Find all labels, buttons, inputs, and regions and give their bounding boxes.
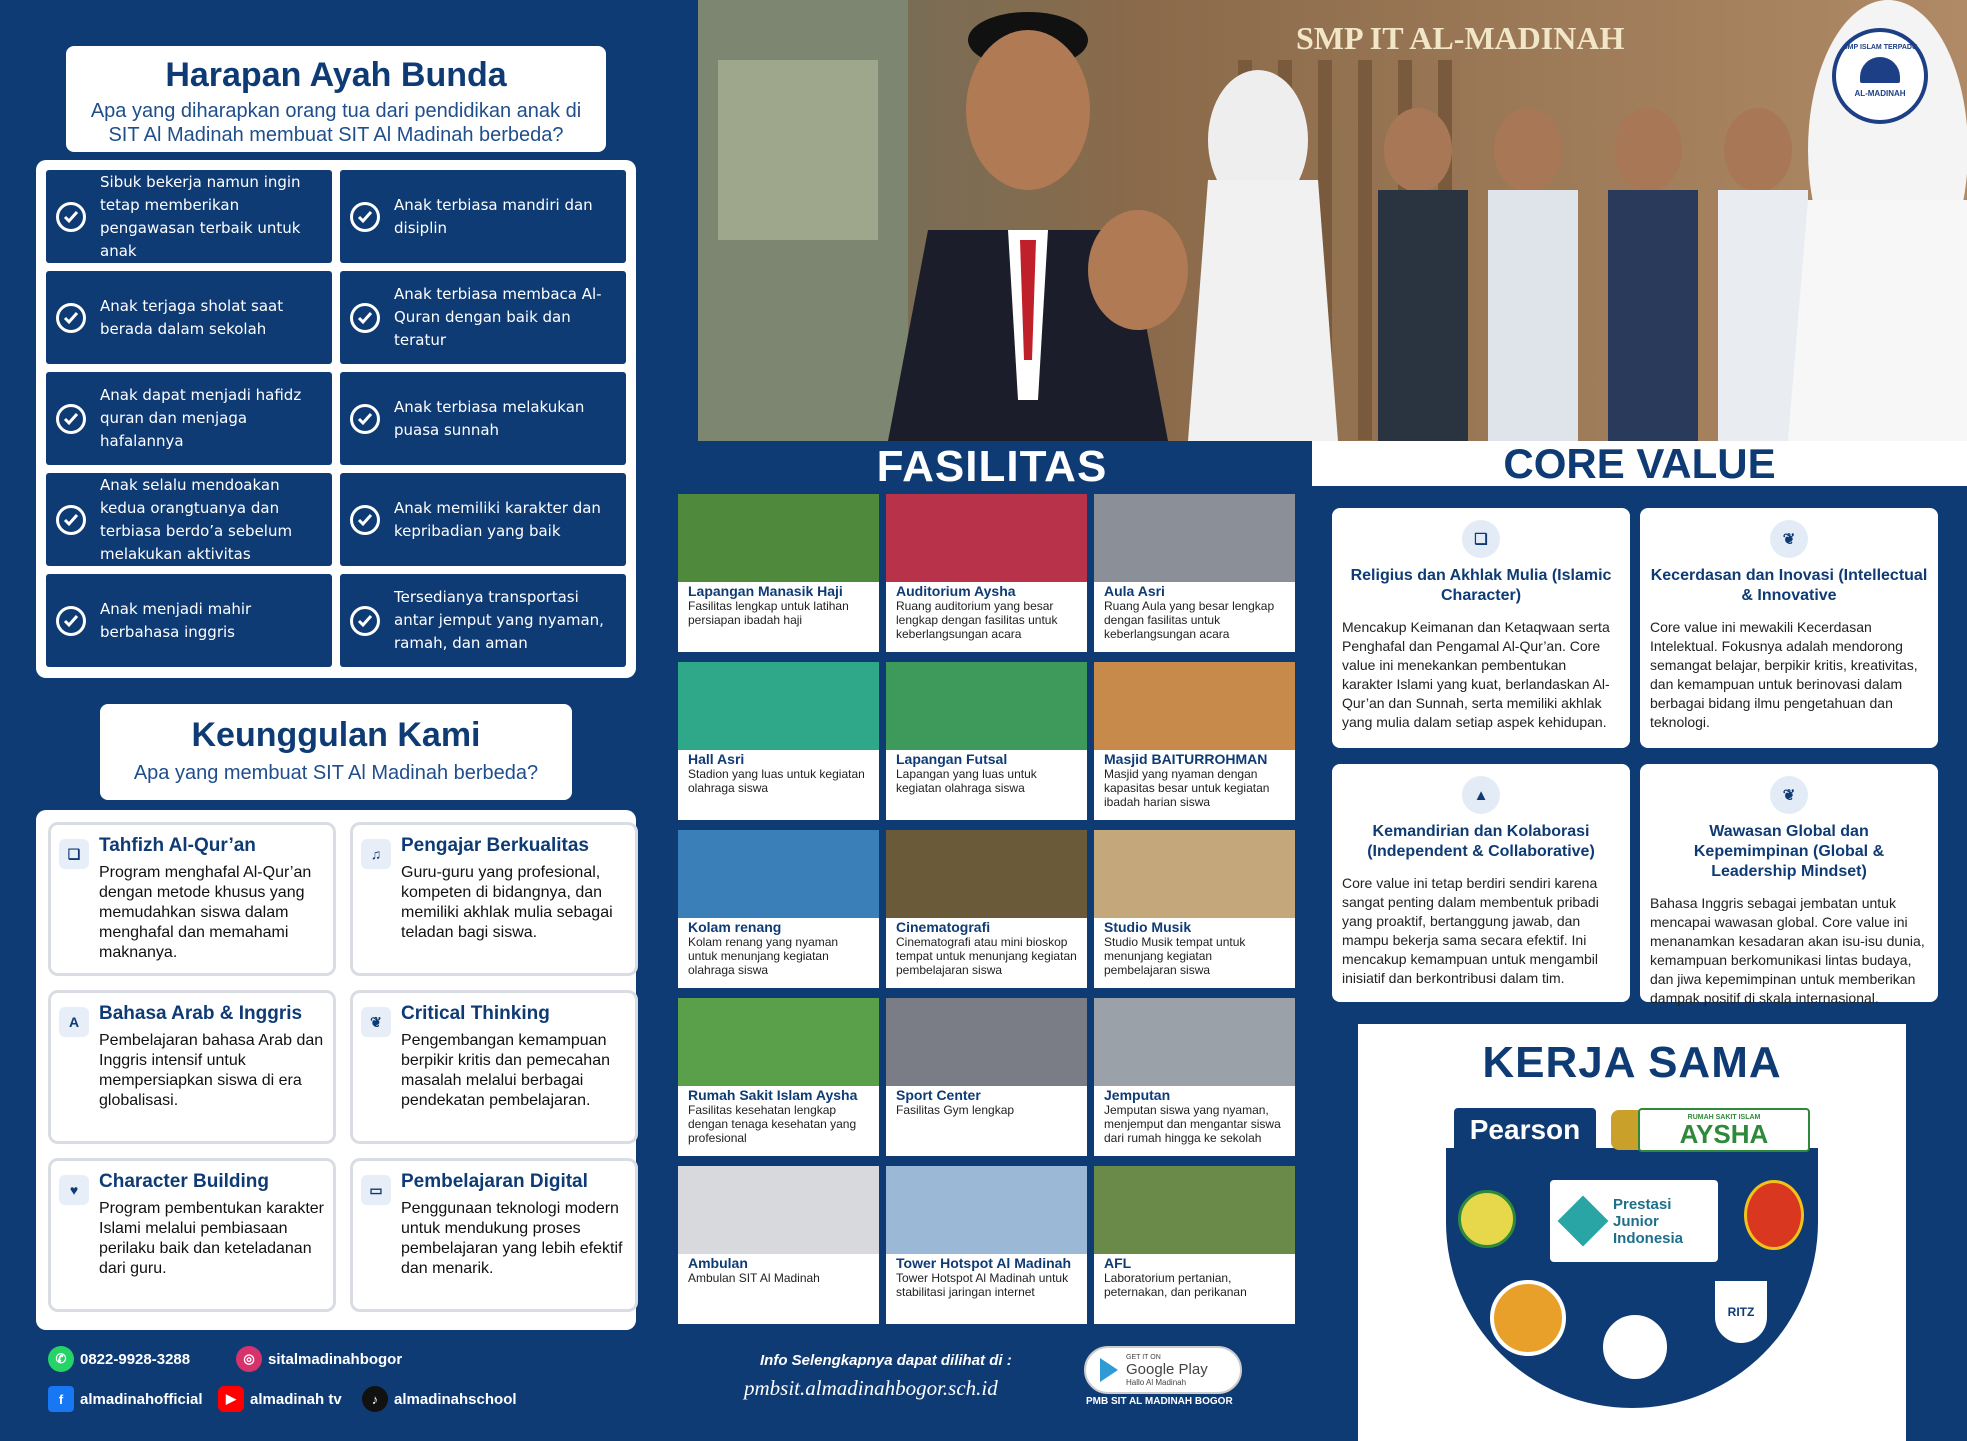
facility-photo bbox=[886, 1166, 1087, 1254]
facility-card bbox=[886, 1166, 1087, 1324]
kerja-sama-title: KERJA SAMA bbox=[1482, 1038, 1782, 1087]
keunggulan-card-title: Character Building bbox=[99, 1171, 269, 1192]
youtube-icon: ▶ bbox=[218, 1386, 244, 1412]
instagram-icon: ◎ bbox=[236, 1346, 262, 1372]
facility-photo bbox=[678, 662, 879, 750]
facility-desc: Fasilitas Gym lengkap bbox=[896, 1103, 1015, 1117]
keunggulan-subtitle: Apa yang membuat SIT Al Madinah berbeda? bbox=[133, 762, 539, 784]
harapan-subtitle: Apa yang diharapkan orang tua dari pendidikan anak di SIT Al Madinah membuat SIT Al Madinah berbeda? bbox=[90, 100, 582, 146]
graduation-cap-icon: ▲ bbox=[1462, 776, 1500, 814]
facility-title: Hall Asri bbox=[688, 751, 745, 767]
facility-title: Jemputan bbox=[1104, 1087, 1171, 1103]
harapan-item bbox=[340, 271, 626, 364]
facility-card bbox=[886, 662, 1087, 820]
keunggulan-card bbox=[48, 1158, 336, 1312]
check-icon bbox=[350, 404, 380, 434]
facility-title: Lapangan Manasik Haji bbox=[688, 583, 843, 599]
core-value-title-text: Kemandirian dan Kolaborasi (Independent & Collaborative) bbox=[1367, 823, 1595, 860]
aysha-text: AYSHA bbox=[1679, 1118, 1769, 1149]
harapan-item bbox=[46, 473, 332, 566]
check-icon bbox=[56, 404, 86, 434]
hero-photo-illustration bbox=[698, 0, 1967, 441]
partner-seal-2 bbox=[1744, 1180, 1804, 1250]
facility-photo bbox=[678, 830, 879, 918]
facility-title: AFL bbox=[1104, 1255, 1132, 1271]
keunggulan-card-desc: Penggunaan teknologi modern untuk mendukung proses pembelajaran yang lebih efektif dan menarik. bbox=[401, 1200, 623, 1277]
badge-top-text: SMP ISLAM TERPADU bbox=[1842, 44, 1918, 51]
harapan-item bbox=[46, 372, 332, 465]
harapan-item bbox=[340, 170, 626, 263]
keunggulan-title-card bbox=[100, 704, 572, 800]
facility-desc: Fasilitas kesehatan lengkap dengan tenaga kesehatan yang profesional bbox=[688, 1103, 857, 1145]
core-value-banner bbox=[1312, 441, 1967, 486]
google-play-small: GET IT ON bbox=[1126, 1353, 1161, 1361]
facility-desc: Laboratorium pertanian, peternakan, dan perikanan bbox=[1104, 1271, 1247, 1299]
heart-icon: ♥ bbox=[59, 1175, 89, 1205]
facility-desc: Ambulan SIT Al Madinah bbox=[688, 1271, 820, 1285]
check-icon bbox=[350, 202, 380, 232]
quran-icon: ❏ bbox=[1462, 520, 1500, 558]
facility-card bbox=[1094, 662, 1295, 820]
partner-seal-3 bbox=[1490, 1280, 1566, 1356]
keunggulan-panel bbox=[36, 810, 636, 1330]
facility-photo bbox=[678, 1166, 879, 1254]
core-value-desc: Core value ini mewakili Kecerdasan Intelektual. Fokusnya adalah mendorong semangat belajar, berpikir kritis, kreativitas, dan kemampuan untuk berinovasi dalam berbagai bidang ilmu pengetahuan dan teknologi. bbox=[1650, 619, 1918, 730]
facility-card bbox=[1094, 998, 1295, 1156]
aysha-logo bbox=[1638, 1108, 1810, 1152]
aysha-small-text: RUMAH SAKIT ISLAM bbox=[1687, 1113, 1761, 1121]
check-icon bbox=[56, 606, 86, 636]
facility-photo bbox=[678, 998, 879, 1086]
facility-photo bbox=[1094, 662, 1295, 750]
facility-card bbox=[678, 1166, 879, 1324]
facility-title: Masjid BAITURROHMAN bbox=[1104, 751, 1268, 767]
check-icon bbox=[56, 202, 86, 232]
tiktok-contact[interactable] bbox=[362, 1386, 517, 1412]
harapan-item bbox=[340, 372, 626, 465]
core-value-title-text: Kecerdasan dan Inovasi (Intellectual & Innovative bbox=[1650, 567, 1928, 604]
facility-title: Auditorium Aysha bbox=[896, 583, 1016, 599]
harapan-item-text: Tersedianya transportasi antar jemput yang nyaman, ramah, dan aman bbox=[394, 588, 604, 652]
facility-photo bbox=[1094, 1166, 1295, 1254]
harapan-item-text: Anak selalu mendoakan kedua orangtuanya dan terbiasa berdo’a sebelum melakukan aktivitas bbox=[100, 475, 293, 563]
pji-text: Prestasi Junior Indonesia bbox=[1613, 1195, 1684, 1247]
hero-photo bbox=[698, 0, 1967, 441]
keunggulan-card bbox=[48, 822, 336, 976]
facility-card bbox=[678, 662, 879, 820]
facility-title: Aula Asri bbox=[1104, 583, 1165, 599]
facility-photo bbox=[886, 830, 1087, 918]
harapan-item bbox=[46, 271, 332, 364]
facebook-contact[interactable] bbox=[48, 1386, 203, 1412]
ritz-logo bbox=[1712, 1278, 1770, 1346]
core-value-card bbox=[1640, 764, 1938, 1006]
harapan-item-text: Anak menjadi mahir berbahasa inggris bbox=[100, 599, 252, 641]
check-icon bbox=[350, 303, 380, 333]
harapan-item-text: Anak terbiasa membaca Al-Quran dengan baik dan teratur bbox=[394, 285, 602, 349]
facility-photo bbox=[886, 494, 1087, 582]
keunggulan-card-desc: Pengembangan kemampuan berpikir kritis dan pemecahan masalah melalui berbagai pendekatan pembelajaran. bbox=[401, 1032, 610, 1109]
partner-seal-4 bbox=[1600, 1312, 1670, 1382]
facility-desc: Masjid yang nyaman dengan kapasitas besar untuk kegiatan ibadah harian siswa bbox=[1104, 767, 1270, 809]
pji-icon bbox=[1558, 1196, 1609, 1247]
keunggulan-card-title: Pembelajaran Digital bbox=[401, 1171, 588, 1192]
keunggulan-card bbox=[350, 822, 638, 976]
harapan-item-text: Anak terjaga sholat saat berada dalam sekolah bbox=[100, 296, 284, 338]
facility-desc: Jemputan siswa yang nyaman, menjemput dan mengantar siswa dari rumah hingga ke sekolah bbox=[1104, 1103, 1281, 1145]
youtube-handle: almadinah tv bbox=[250, 1390, 342, 1408]
tiktok-handle: almadinahschool bbox=[394, 1390, 517, 1408]
harapan-item bbox=[340, 574, 626, 667]
core-value-title-text: Wawasan Global dan Kepemimpinan (Global & Leadership Mindset) bbox=[1693, 823, 1885, 880]
core-value-desc: Mencakup Keimanan dan Ketaqwaan serta Penghafal dan Pengamal Al-Qur’an. Core value ini menekankan pembentukan karakter Islami yang kuat, berlandaskan Al-Qur’an dan Sunnah, serta memiliki akhlak yang mulia dalam setiap aspek kehidupan. bbox=[1342, 619, 1610, 730]
facility-card bbox=[678, 998, 879, 1156]
pearson-text: Pearson bbox=[1469, 1114, 1581, 1145]
keunggulan-card-title: Bahasa Arab & Inggris bbox=[99, 1003, 303, 1024]
facility-photo bbox=[1094, 830, 1295, 918]
keunggulan-card bbox=[48, 990, 336, 1144]
keunggulan-card-desc: Program pembentukan karakter Islami melalui pembiasaan perilaku baik dan keteladanan dari guru. bbox=[99, 1200, 324, 1277]
check-icon bbox=[350, 606, 380, 636]
keunggulan-card bbox=[350, 990, 638, 1144]
facility-title: Lapangan Futsal bbox=[896, 751, 1008, 767]
core-value-card bbox=[1640, 508, 1938, 748]
keunggulan-card-desc: Program menghafal Al-Qur’an dengan metode khusus yang memudahkan siswa dalam menghafal dan memahami maknanya. bbox=[99, 864, 312, 961]
facility-card bbox=[1094, 494, 1295, 652]
facility-photo bbox=[678, 494, 879, 582]
quran-icon: ❏ bbox=[59, 839, 89, 869]
core-value-desc: Core value ini tetap berdiri sendiri karena sangat penting dalam membentuk pribadi yang proaktif, bertanggung jawab, dan mampu bekerja sama secara efektif. Ini mencakup kemampuan untuk mengambil inisiatif dan berkontribusi dalam tim. bbox=[1342, 875, 1599, 986]
facility-title: Cinematografi bbox=[896, 919, 991, 935]
ritz-text: RITZ bbox=[1727, 1305, 1755, 1319]
school-sign: SMP IT AL-MADINAH bbox=[1296, 20, 1625, 56]
laptop-icon: ▭ bbox=[361, 1175, 391, 1205]
harapan-item-text: Anak terbiasa mandiri dan disiplin bbox=[394, 195, 593, 237]
phone-number: 0822-9928-3288 bbox=[80, 1350, 191, 1368]
instagram-handle: sitalmadinahbogor bbox=[268, 1350, 403, 1368]
facility-desc: Kolam renang yang nyaman untuk menunjang kegiatan olahraga siswa bbox=[688, 935, 839, 977]
core-value-title-text: Religius dan Akhlak Mulia (Islamic Character) bbox=[1350, 567, 1612, 604]
facility-desc: Tower Hotspot Al Madinah untuk stabilitasi jaringan internet bbox=[896, 1271, 1069, 1299]
harapan-item-text: Sibuk bekerja namun ingin tetap memberikan pengawasan terbaik untuk anak bbox=[100, 172, 301, 260]
info-label: Info Selengkapnya dapat dilihat di : bbox=[760, 1352, 1012, 1369]
keunggulan-card-title: Critical Thinking bbox=[401, 1003, 550, 1024]
harapan-item-text: Anak memiliki karakter dan kepribadian yang baik bbox=[394, 498, 601, 540]
keunggulan-card-title: Tahfizh Al-Qur’an bbox=[99, 835, 256, 856]
facility-title: Ambulan bbox=[688, 1255, 748, 1271]
mosque-icon bbox=[1860, 57, 1900, 83]
facility-title: Studio Musik bbox=[1104, 919, 1192, 935]
brain-icon: ❦ bbox=[361, 1007, 391, 1037]
facility-title: Sport Center bbox=[896, 1087, 981, 1103]
harapan-item bbox=[46, 170, 332, 263]
facility-desc: Lapangan yang luas untuk kegiatan olahraga siswa bbox=[896, 767, 1037, 795]
school-badge bbox=[1832, 28, 1928, 124]
partner-seal-1 bbox=[1458, 1190, 1516, 1248]
pearson-logo bbox=[1454, 1108, 1596, 1152]
language-icon: A bbox=[59, 1007, 89, 1037]
harapan-item-text: Anak terbiasa melakukan puasa sunnah bbox=[394, 397, 585, 439]
youtube-contact[interactable] bbox=[218, 1386, 342, 1412]
google-play-icon bbox=[1100, 1358, 1118, 1382]
facility-card bbox=[1094, 830, 1295, 988]
check-icon bbox=[56, 303, 86, 333]
brain-icon: ❦ bbox=[1770, 776, 1808, 814]
facebook-icon: f bbox=[48, 1386, 74, 1412]
facility-card bbox=[886, 998, 1087, 1156]
info-url[interactable]: pmbsit.almadinahbogor.sch.id bbox=[744, 1376, 998, 1400]
google-play-caption: PMB SIT AL MADINAH BOGOR bbox=[1086, 1396, 1233, 1407]
facility-card bbox=[886, 830, 1087, 988]
facility-card bbox=[886, 494, 1087, 652]
instagram-contact[interactable] bbox=[236, 1346, 402, 1372]
facility-desc: Cinematografi atau mini bioskop tempat untuk menunjang kegiatan pembelajaran siswa bbox=[896, 935, 1077, 977]
phone-contact[interactable] bbox=[48, 1346, 190, 1372]
facility-photo bbox=[1094, 494, 1295, 582]
facility-card bbox=[678, 494, 879, 652]
facility-photo bbox=[886, 662, 1087, 750]
facility-desc: Studio Musik tempat untuk menunjang kegiatan pembelajaran siswa bbox=[1104, 935, 1246, 977]
facility-desc: Ruang auditorium yang besar lengkap dengan fasilitas untuk keberlangsungan acara bbox=[896, 599, 1058, 641]
facility-title: Rumah Sakit Islam Aysha bbox=[688, 1087, 858, 1103]
brain-icon: ❦ bbox=[1770, 520, 1808, 558]
harapan-item bbox=[46, 574, 332, 667]
keunggulan-card-desc: Pembelajaran bahasa Arab dan Inggris intensif untuk mempersiapkan siswa di era globalisasi. bbox=[99, 1032, 324, 1109]
facility-desc: Stadion yang luas untuk kegiatan olahraga siswa bbox=[688, 767, 865, 795]
facility-card bbox=[1094, 1166, 1295, 1324]
facility-photo bbox=[886, 998, 1087, 1086]
harapan-title-card bbox=[66, 46, 606, 152]
badge-bottom-text: AL-MADINAH bbox=[1854, 89, 1906, 98]
prestasi-junior-logo bbox=[1550, 1180, 1718, 1262]
check-icon bbox=[350, 505, 380, 535]
keunggulan-title: Keunggulan Kami bbox=[191, 716, 481, 754]
google-play-badge[interactable] bbox=[1084, 1346, 1242, 1394]
facility-desc: Fasilitas lengkap untuk latihan persiapan ibadah haji bbox=[688, 599, 849, 627]
core-value-card bbox=[1332, 508, 1630, 748]
facility-title: Tower Hotspot Al Madinah bbox=[896, 1255, 1071, 1271]
harapan-title: Harapan Ayah Bunda bbox=[165, 56, 507, 94]
google-play-sub: Hallo Al Madinah bbox=[1126, 1377, 1187, 1387]
harapan-item-text: Anak dapat menjadi hafidz quran dan menjaga hafalannya bbox=[100, 386, 302, 450]
facility-desc: Ruang Aula yang besar lengkap dengan fasilitas untuk keberlangsungan acara bbox=[1104, 599, 1275, 641]
check-icon bbox=[56, 505, 86, 535]
keunggulan-card-desc: Guru-guru yang profesional, kompeten di bidangnya, dan memiliki akhlak mulia sebagai teladan bagi siswa. bbox=[401, 864, 613, 941]
core-value-desc: Bahasa Inggris sebagai jembatan untuk mencapai wawasan global. Core value ini menanamkan kesadaran akan isu-isu dunia, kemampuan berkomunikasi lintas budaya, dan jiwa kepemimpinan untuk memberikan dampak positif di skala internasional. bbox=[1650, 895, 1925, 1006]
google-play-label: Google Play bbox=[1126, 1360, 1208, 1378]
core-value-card bbox=[1332, 764, 1630, 1002]
teacher-icon: ♫ bbox=[361, 839, 391, 869]
keunggulan-card-title: Pengajar Berkualitas bbox=[401, 835, 589, 856]
whatsapp-icon: ✆ bbox=[48, 1346, 74, 1372]
tiktok-icon: ♪ bbox=[362, 1386, 388, 1412]
facility-photo bbox=[1094, 998, 1295, 1086]
harapan-item bbox=[340, 473, 626, 566]
fasilitas-title: FASILITAS bbox=[876, 442, 1108, 491]
facility-title: Kolam renang bbox=[688, 919, 782, 935]
facility-card bbox=[678, 830, 879, 988]
core-value-title: CORE VALUE bbox=[1503, 440, 1776, 487]
harapan-panel bbox=[36, 160, 636, 678]
keunggulan-card bbox=[350, 1158, 638, 1312]
facebook-handle: almadinahofficial bbox=[80, 1390, 203, 1408]
